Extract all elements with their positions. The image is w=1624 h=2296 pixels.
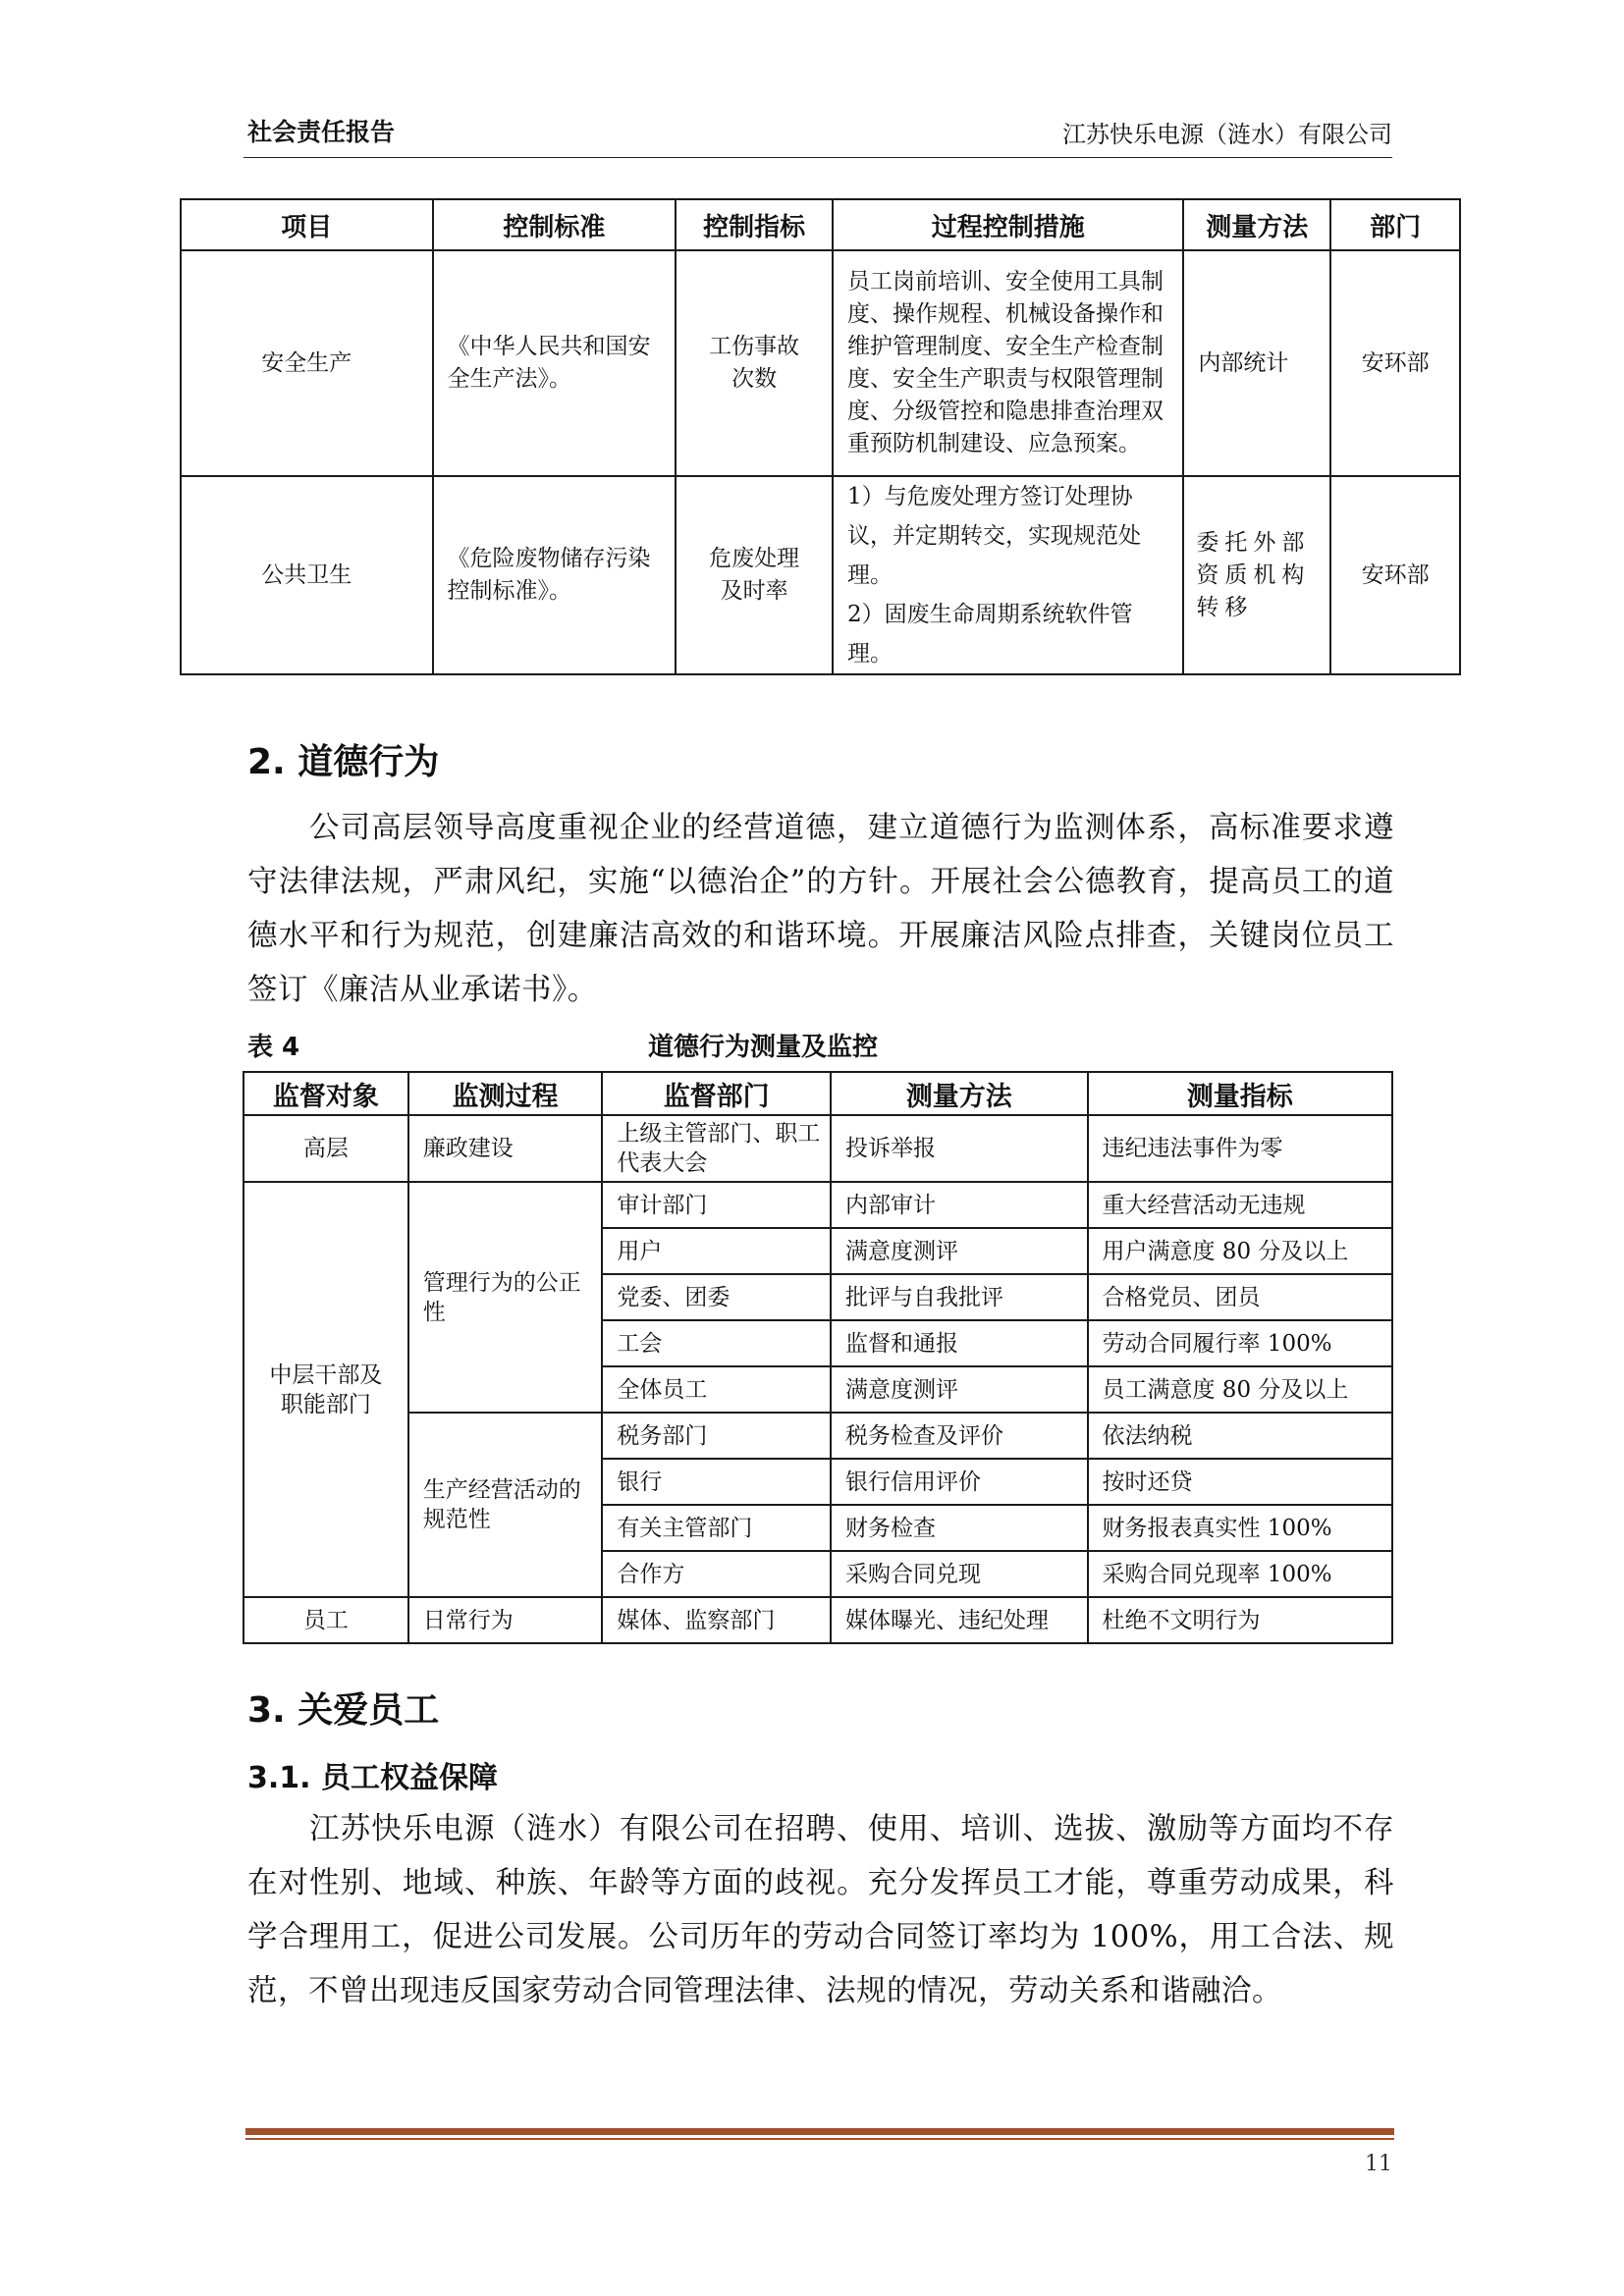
table-cell: 委托外部资质机构转移 [1183, 476, 1330, 674]
dept-cell: 工会 [602, 1320, 831, 1366]
metric-cell: 合格党员、团员 [1088, 1274, 1393, 1320]
table-cell: 安全生产 [181, 250, 433, 476]
method-cell: 银行信用评价 [831, 1459, 1088, 1505]
page-number: 11 [1365, 2152, 1392, 2176]
table-row [244, 1115, 1392, 1182]
table-row [244, 1413, 1392, 1459]
method-cell: 税务检查及评价 [831, 1413, 1088, 1459]
metric-cell: 采购合同兑现率 100% [1088, 1551, 1393, 1597]
dept-cell: 银行 [602, 1459, 831, 1505]
body-paragraph: 江苏快乐电源（涟水）有限公司在招聘、使用、培训、选拔、激励等方面均不存在对性别、地域、种族、年龄等方面的歧视。充分发挥员工才能，尊重劳动成果，科学合理用工，促进公司发展。公司历年的劳动合同签订率均为 100%，用工合法、规范，不曾出现违反国家劳动合同管理法律、法规的情况，劳动关系和谐融洽。 [247, 1812, 1394, 2008]
method-cell: 监督和通报 [831, 1320, 1088, 1366]
column-header: 测量方法 [831, 1072, 1088, 1115]
report-title: 社会责任报告 [247, 118, 396, 146]
dept-cell: 媒体、监察部门 [602, 1597, 831, 1643]
metric-cell: 财务报表真实性 100% [1088, 1505, 1393, 1551]
metric-cell: 重大经营活动无违规 [1088, 1182, 1393, 1228]
table-cell: 公共卫生 [181, 476, 433, 674]
metric-cell: 按时还贷 [1088, 1459, 1393, 1505]
table-cell: 安环部 [1330, 250, 1460, 476]
dept-cell: 党委、团委 [602, 1274, 831, 1320]
metric-cell: 劳动合同履行率 100% [1088, 1320, 1393, 1366]
column-header: 项目 [181, 199, 433, 250]
column-header: 测量方法 [1183, 199, 1330, 250]
sub-heading: 3.1. 员工权益保障 [247, 1761, 498, 1795]
dept-cell: 有关主管部门 [602, 1505, 831, 1551]
method-cell: 内部审计 [831, 1182, 1088, 1228]
table-row [244, 1597, 1392, 1643]
metric-cell: 员工满意度 80 分及以上 [1088, 1366, 1393, 1413]
column-header: 部门 [1330, 199, 1460, 250]
table-row [244, 1182, 1392, 1228]
dept-cell: 税务部门 [602, 1413, 831, 1459]
method-cell: 媒体曝光、违纪处理 [831, 1597, 1088, 1643]
table-cell: 员工岗前培训、安全使用工具制度、操作规程、机械设备操作和维护管理制度、安全生产检查制度、安全生产职责与权限管理制度、分级管控和隐患排查治理双重预防机制建设、应急预案。 [833, 250, 1183, 476]
group-cell: 员工 [244, 1597, 408, 1643]
group-cell [244, 1182, 408, 1597]
measure-line: 2）固废生命周期系统软件管理。 [847, 602, 1133, 667]
body-paragraph: 公司高层领导高度重视企业的经营道德，建立道德行为监测体系，高标准要求遵守法律法规，严肃风纪，实施“以德治企”的方针。开展社会公德教育，提高员工的道德水平和行为规范，创建廉洁高效的和谐环境。开展廉洁风险点排查，关键岗位员工签订《廉洁从业承诺书》。 [247, 811, 1394, 1007]
table-cell: 安环部 [1330, 476, 1460, 674]
method-cell: 批评与自我批评 [831, 1274, 1088, 1320]
table-header-row [181, 199, 1460, 250]
column-header: 监督对象 [244, 1072, 408, 1115]
metric-cell: 杜绝不文明行为 [1088, 1597, 1393, 1643]
metric-cell: 依法纳税 [1088, 1413, 1393, 1459]
ethics-table [243, 1071, 1393, 1644]
column-header: 监督部门 [602, 1072, 831, 1115]
footer-divider [245, 2128, 1394, 2135]
group-cell: 高层 [244, 1115, 408, 1182]
table-row [181, 476, 1460, 674]
column-header: 控制标准 [433, 199, 677, 250]
table-cell [833, 476, 1183, 674]
header-divider [244, 157, 1392, 158]
metric-cell: 用户满意度 80 分及以上 [1088, 1228, 1393, 1274]
section-heading: 3. 关爱员工 [247, 1690, 440, 1731]
column-header: 测量指标 [1088, 1072, 1393, 1115]
dept-cell: 合作方 [602, 1551, 831, 1597]
process-cell: 廉政建设 [408, 1115, 603, 1182]
table-cell: 工伤事故次数 [676, 250, 833, 476]
control-table [180, 198, 1461, 675]
process-cell: 日常行为 [408, 1597, 603, 1643]
table-label: 表 4 [247, 1033, 300, 1062]
dept-cell: 上级主管部门、职工代表大会 [602, 1115, 831, 1182]
company-name: 江苏快乐电源（涟水）有限公司 [1062, 121, 1392, 148]
process-cell [408, 1182, 603, 1413]
dept-cell: 用户 [602, 1228, 831, 1274]
group-label: 中层干部及职能部门 [269, 1362, 383, 1417]
column-header: 监测过程 [408, 1072, 603, 1115]
table-row [181, 250, 1460, 476]
table-cell: 内部统计 [1183, 250, 1330, 476]
metric-cell: 违纪违法事件为零 [1088, 1115, 1393, 1182]
method-cell: 投诉举报 [831, 1115, 1088, 1182]
dept-cell: 审计部门 [602, 1182, 831, 1228]
dept-cell: 全体员工 [602, 1366, 831, 1413]
method-cell: 满意度测评 [831, 1228, 1088, 1274]
table-cell: 危废处理及时率 [676, 476, 833, 674]
process-label: 管理行为的公正性 [422, 1269, 581, 1325]
table-cell: 《危险废物储存污染控制标准》。 [433, 476, 677, 674]
column-header: 控制指标 [676, 199, 833, 250]
column-header: 过程控制措施 [833, 199, 1183, 250]
table-title: 道德行为测量及监控 [648, 1033, 879, 1062]
process-cell [408, 1413, 603, 1597]
process-label: 生产经营活动的规范性 [422, 1477, 581, 1532]
table-header-row [244, 1072, 1392, 1115]
section-heading: 2. 道德行为 [247, 742, 440, 782]
footer-divider-thin [245, 2138, 1394, 2140]
measure-line: 1）与危废处理方签订处理协议，并定期转交，实现规范处理。 [847, 484, 1141, 588]
method-cell: 财务检查 [831, 1505, 1088, 1551]
method-cell: 采购合同兑现 [831, 1551, 1088, 1597]
table-cell: 《中华人民共和国安全生产法》。 [433, 250, 677, 476]
method-cell: 满意度测评 [831, 1366, 1088, 1413]
